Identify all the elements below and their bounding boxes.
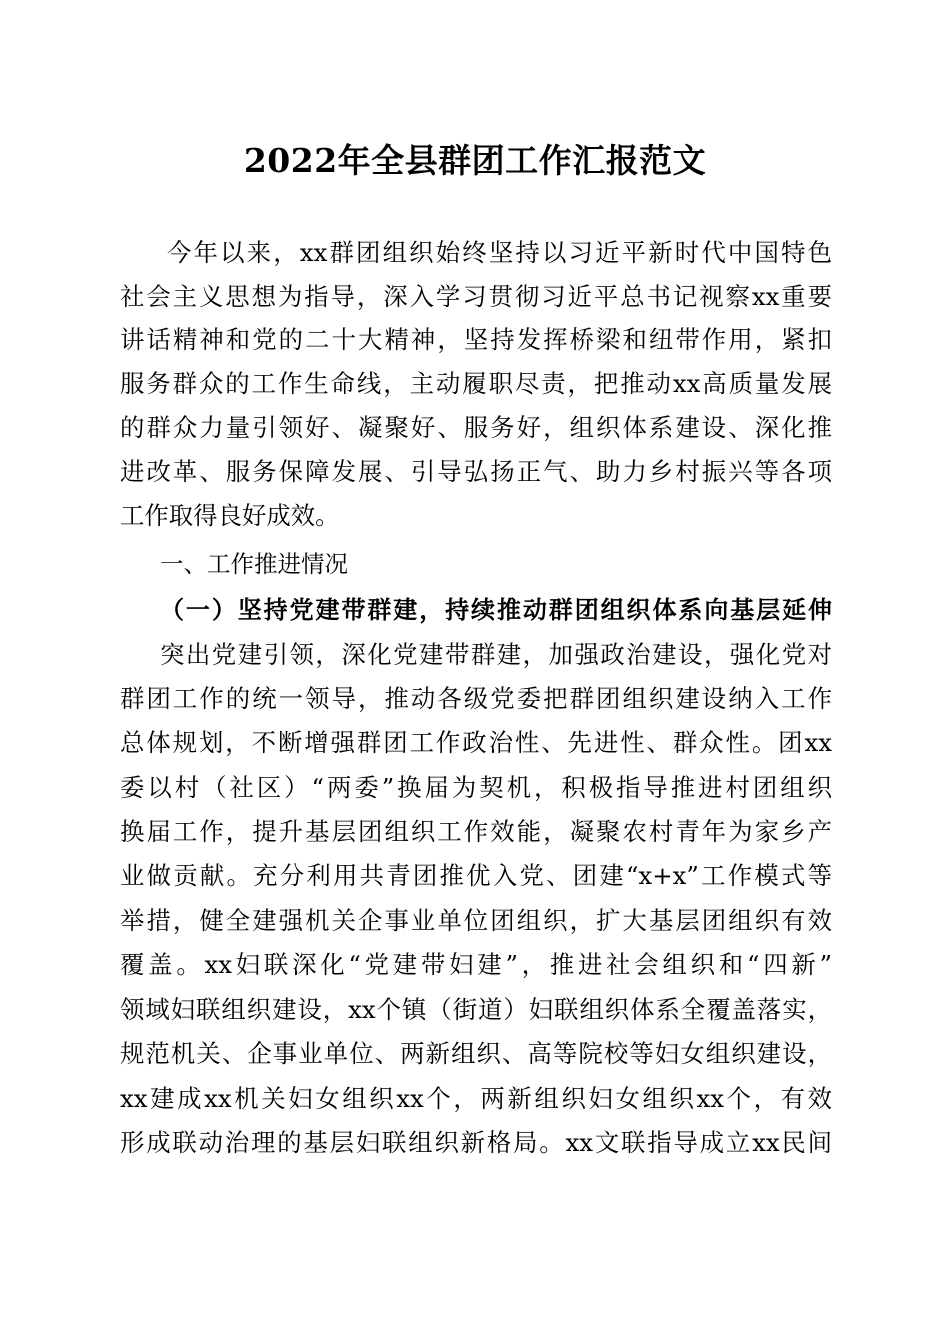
paragraph-line: 形成联动治理的基层妇联组织新格局。xx文联指导成立xx民间 — [120, 1128, 832, 1157]
paragraph-line: 规范机关、企事业单位、两新组织、高等院校等妇女组织建设， — [120, 1039, 832, 1068]
paragraph-line: 总体规划，不断增强群团工作政治性、先进性、群众性。团xx — [120, 728, 832, 757]
section-heading: 一、工作推进情况 — [160, 550, 348, 578]
paragraph-line: 今年以来，xx群团组织始终坚持以习近平新时代中国特色 — [167, 238, 832, 267]
paragraph-line: 突出党建引领，深化党建带群建，加强政治建设，强化党对 — [160, 640, 832, 669]
paragraph-line: 覆盖。xx妇联深化“党建带妇建”，推进社会组织和“四新” — [120, 950, 832, 979]
paragraph-line: 的群众力量引领好、凝聚好、服务好，组织体系建设、深化推 — [120, 413, 832, 442]
paragraph-line: 举措，健全建强机关企事业单位团组织，扩大基层团组织有效 — [120, 906, 832, 935]
paragraph-line: 领域妇联组织建设，xx个镇（街道）妇联组织体系全覆盖落实， — [120, 995, 832, 1024]
paragraph-line: 进改革、服务保障发展、引导弘扬正气、助力乡村振兴等各项 — [120, 457, 832, 486]
paragraph-line: 工作取得良好成效。 — [120, 501, 340, 530]
paragraph-line: 群团工作的统一领导，推动各级党委把群团组织建设纳入工作 — [120, 684, 832, 713]
paragraph-line: 业做贡献。充分利用共青团推优入党、团建“x+x”工作模式等 — [120, 861, 832, 890]
paragraph-line: 社会主义思想为指导，深入学习贯彻习近平总书记视察xx重要 — [120, 282, 832, 311]
document-title: 2022年全县群团工作汇报范文 — [243, 141, 707, 180]
paragraph-line: xx建成xx机关妇女组织xx个，两新组织妇女组织xx个，有效 — [120, 1084, 832, 1113]
paragraph-line: 讲话精神和党的二十大精神，坚持发挥桥梁和纽带作用，紧扣 — [120, 325, 832, 354]
subsection-heading: （一）坚持党建带群建，持续推动群团组织体系向基层延伸 — [160, 595, 832, 624]
paragraph-line: 换届工作，提升基层团组织工作效能，凝聚农村青年为家乡产 — [120, 817, 832, 846]
paragraph-line: 服务群众的工作生命线，主动履职尽责，把推动xx高质量发展 — [120, 369, 832, 398]
paragraph-line: 委以村（社区）“两委”换届为契机，积极指导推进村团组织 — [120, 773, 832, 802]
